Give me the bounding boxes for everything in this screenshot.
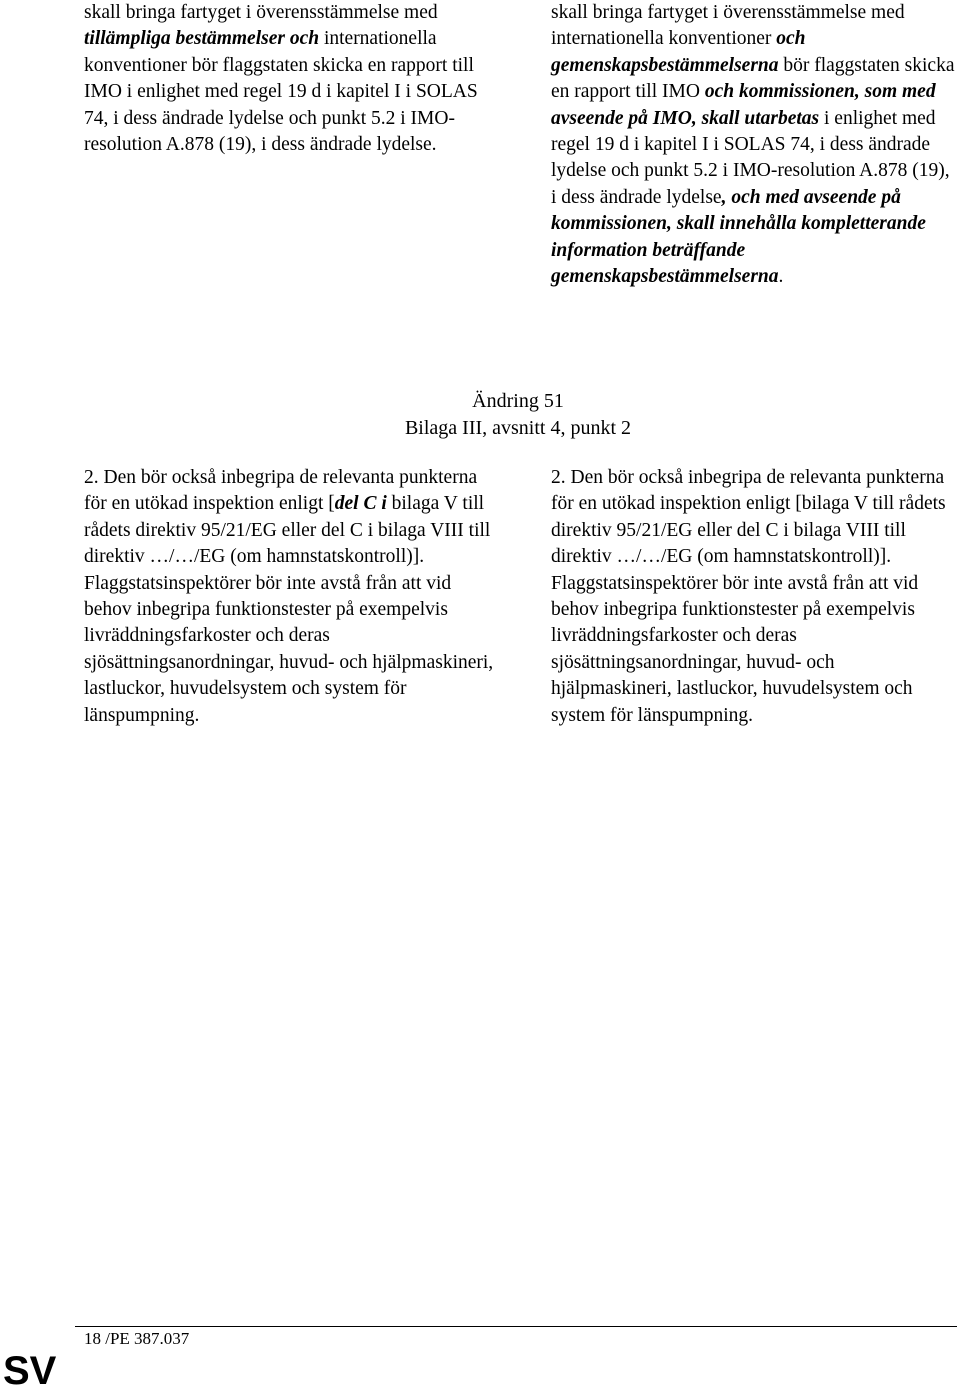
parliament-amendment-text-top: skall bringa fartyget i överensstämmelse med internationella konventioner och gemenskapsbestämmelserna bör flaggstaten skicka en rapport till IMO och kommissionen, som med avseende på IMO, skall utarbetas i enlighet med regel 19 d i kapitel I i SOLAS 74, i dess ändrade lydelse och punkt 5.2 i IMO-resolution A.878 (19), i dess ändrade lydelse, och med avseende på kommissionen, skall innehålla kompletterande information beträffande gemenskapsbestämmelserna. [551,2,955,288]
commission-text-top: skall bringa fartyget i överensstämmelse med tillämpliga bestämmelser och internationella konventioner bör flaggstaten skicka en rapport till IMO i enlighet med regel 19 d i kapitel I i SOLAS 74, i dess ändrade lydelse och punkt 5.2 i IMO-resolution A.878 (19), i dess ändrade lydelse. [84,2,478,156]
amendment-subtitle: Bilaga III, avsnitt 4, punkt 2 [404,417,632,439]
amendment-title: Ändring 51 [472,390,564,412]
document-reference: 18 /PE 387.037 [84,1329,190,1348]
parliament-paragraph-1: 2. Den bör också inbegripa de relevanta punkterna för en utökad inspektion enligt [bilaga V till rådets direktiv 95/21/EG eller del C i bilaga VIII till direktiv …/…/EG (om hamnstatskontroll)]. [551,467,946,568]
parliament-paragraph-2: Flaggstatsinspektörer bör inte avstå från att vid behov inbegripa funktionstester på exempelvis livräddningsfarkoster och deras sjösättningsanordningar, huvud- och hjälpmaskineri, lastluckor, huvudelsystem och system för länspumpning. [551,572,919,726]
parliament-amendment-text-51 [551,465,956,729]
language-code: SV [3,1349,57,1393]
footer-divider [75,1326,957,1327]
amendment-heading [0,388,960,442]
commission-text-amendment-51: 2. Den bör också inbegripa de relevanta punkterna för en utökad inspektion enligt [del C i bilaga V till rådets direktiv 95/21/EG eller del C i bilaga VIII till direktiv …/…/EG (om hamnstatskontroll)]. Flaggstatsinspektörer bör inte avstå från att vid behov inbegripa funktionstester på exempelvis livräddningsfarkoster och deras sjösättningsanordningar, huvud- och hjälpmaskineri, lastluckor, huvudelsystem och system för länspumpning. [84,467,494,726]
